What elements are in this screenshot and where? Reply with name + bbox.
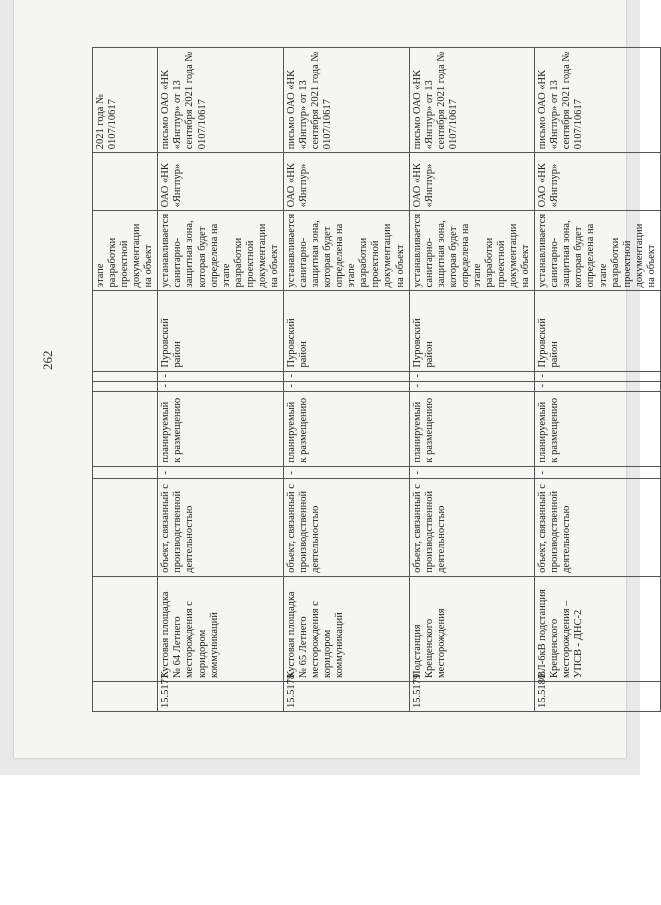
cell-zone: устанавливается санитарно-защитная зона, которая будет определена на этапе разработки проектной документации на объект	[158, 211, 284, 291]
cell-dash: -	[535, 381, 661, 391]
cell-plan: планируемый к размещению	[535, 391, 661, 466]
cell-org: ОАО «НК «Янгпур»	[409, 153, 535, 211]
cell-district	[93, 291, 158, 371]
cell-org: ОАО «НК «Янгпур»	[535, 153, 661, 211]
cell-plan: планируемый к размещению	[158, 391, 284, 466]
cell-dash: -	[283, 381, 409, 391]
cell-org: ОАО «НК «Янгпур»	[158, 153, 284, 211]
cell-dash: -	[283, 371, 409, 381]
cell-type: объект, связанный с производственной деятельностью	[283, 478, 409, 576]
cell-plan	[93, 391, 158, 466]
cell-district: Пуровский район	[535, 291, 661, 371]
cell-dash: -	[283, 466, 409, 478]
cell-dash: -	[409, 381, 535, 391]
cell-name: Подстанция Крещенского месторождения	[409, 576, 535, 681]
cell-dash	[93, 371, 158, 381]
cell-dash	[93, 381, 158, 391]
cell-name: ВЛ-6кВ подстанция Крещенского месторождения – УПСВ - ДНС-2	[535, 576, 661, 681]
cell-plan: планируемый к размещению	[409, 391, 535, 466]
objects-table	[92, 47, 661, 712]
cell-name: Кустовая площадка № 64 Летнего месторождения с коридором коммуникаций	[158, 576, 284, 681]
page-number: 262	[40, 350, 55, 370]
cell-name: Кустовая площадка № 65 Летнего месторождения с коридором коммуникаций	[283, 576, 409, 681]
cell-district: Пуровский район	[409, 291, 535, 371]
cell-dash: -	[535, 466, 661, 478]
cell-doc: 2021 года № 0107/10617	[93, 48, 158, 153]
cell-type: объект, связанный с производственной деятельностью	[158, 478, 284, 576]
cell-num	[93, 681, 158, 711]
cell-plan: планируемый к размещению	[283, 391, 409, 466]
cell-zone: устанавливается санитарно-защитная зона, которая будет определена на этапе разработки проектной документации на объект	[409, 211, 535, 291]
table-row	[409, 48, 535, 712]
cell-name	[93, 576, 158, 681]
objects-table-rotated	[92, 47, 657, 712]
cell-org	[93, 153, 158, 211]
cell-dash	[93, 466, 158, 478]
cell-num: 15.5178	[283, 681, 409, 711]
cell-zone: устанавливается санитарно-защитная зона, которая будет определена на этапе разработки проектной документации на объект	[535, 211, 661, 291]
cell-doc: письмо ОАО «НК «Янгпур» от 13 сентября 2021 года № 0107/10617	[158, 48, 284, 153]
table-row-continuation	[93, 48, 158, 712]
cell-district: Пуровский район	[283, 291, 409, 371]
cell-type: объект, связанный с производственной деятельностью	[535, 478, 661, 576]
cell-num: 15.5180	[535, 681, 661, 711]
cell-zone: этапе разработки проектной документации на объект	[93, 211, 158, 291]
cell-dash: -	[158, 466, 284, 478]
cell-dash: -	[409, 371, 535, 381]
cell-district: Пуровский район	[158, 291, 284, 371]
cell-doc: письмо ОАО «НК «Янгпур» от 13 сентября 2021 года № 0107/10617	[283, 48, 409, 153]
table-row	[283, 48, 409, 712]
cell-dash: -	[409, 466, 535, 478]
cell-zone: устанавливается санитарно-защитная зона, которая будет определена на этапе разработки проектной документации на объект	[283, 211, 409, 291]
table-row	[535, 48, 661, 712]
cell-num: 15.5177	[158, 681, 284, 711]
cell-org: ОАО «НК «Янгпур»	[283, 153, 409, 211]
cell-doc: письмо ОАО «НК «Янгпур» от 13 сентября 2021 года № 0107/10617	[535, 48, 661, 153]
table-row	[158, 48, 284, 712]
cell-num: 15.5179	[409, 681, 535, 711]
cell-type	[93, 478, 158, 576]
cell-type: объект, связанный с производственной деятельностью	[409, 478, 535, 576]
cell-dash: -	[158, 371, 284, 381]
cell-doc: письмо ОАО «НК «Янгпур» от 13 сентября 2021 года № 0107/10617	[409, 48, 535, 153]
cell-dash: -	[535, 371, 661, 381]
cell-dash: -	[158, 381, 284, 391]
